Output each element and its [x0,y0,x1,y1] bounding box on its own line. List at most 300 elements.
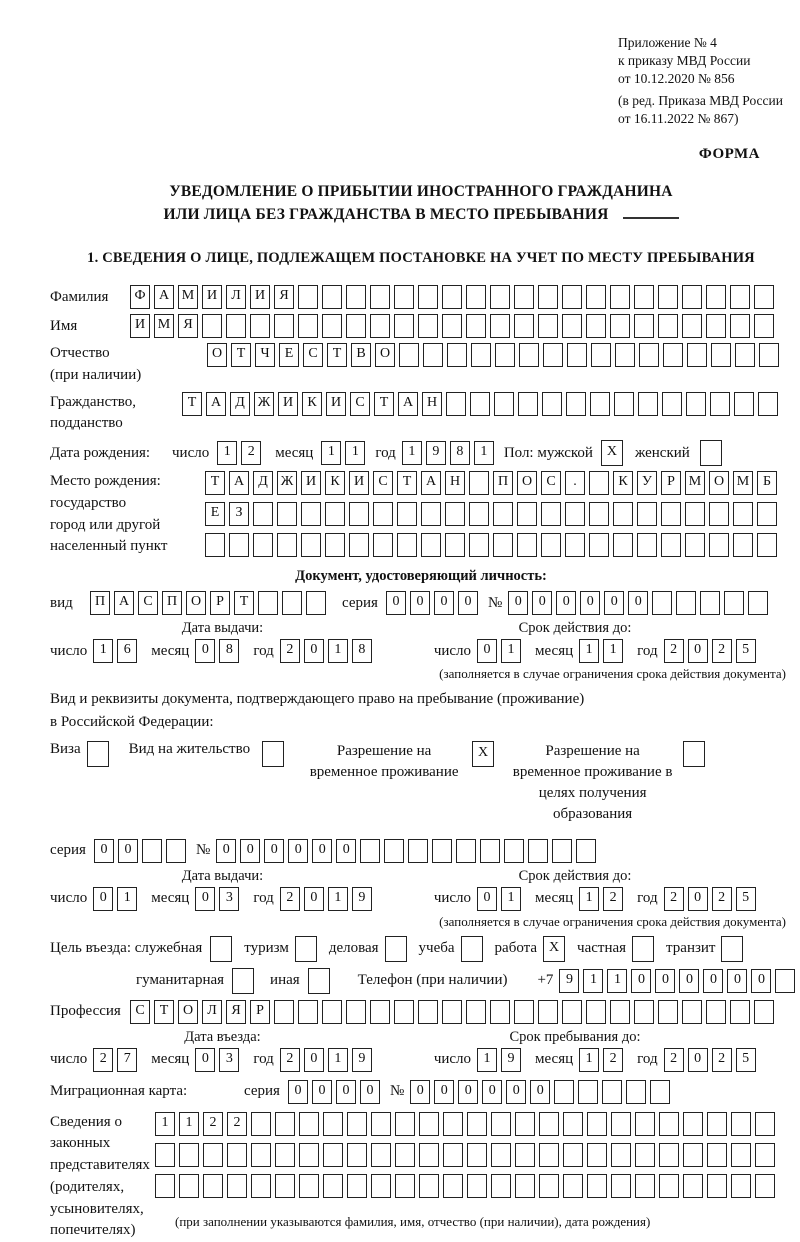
char-box[interactable] [562,285,582,309]
char-box[interactable]: 1 [583,969,603,993]
char-box[interactable]: 0 [410,1080,430,1104]
char-box[interactable]: 1 [579,639,599,663]
char-box[interactable] [346,1000,366,1024]
char-box[interactable] [519,343,539,367]
char-box[interactable] [251,1112,271,1136]
char-box[interactable]: 1 [155,1112,175,1136]
char-box[interactable]: П [493,471,513,495]
char-box[interactable]: А [154,285,174,309]
char-box[interactable] [682,285,702,309]
char-box[interactable]: 9 [426,441,446,465]
doc-series-boxes[interactable] [386,591,482,615]
char-box[interactable] [567,343,587,367]
visa-checkbox[interactable] [87,741,113,767]
char-box[interactable] [466,1000,486,1024]
char-box[interactable] [710,392,730,416]
char-box[interactable]: 9 [501,1048,521,1072]
char-box[interactable]: 0 [477,639,497,663]
char-box[interactable] [301,502,321,526]
purpose-study-checkbox[interactable] [461,936,487,962]
char-box[interactable] [709,533,729,557]
char-box[interactable]: Т [374,392,394,416]
char-box[interactable] [757,533,777,557]
purpose-humanitarian-checkbox[interactable] [232,968,258,994]
char-box[interactable]: 1 [501,887,521,911]
char-box[interactable] [589,502,609,526]
purpose-official-checkbox[interactable] [210,936,236,962]
stay-year-boxes[interactable] [664,1048,760,1072]
char-box[interactable]: Н [445,471,465,495]
char-box[interactable]: 2 [93,1048,113,1072]
char-box[interactable] [755,1174,775,1198]
purpose-business-checkbox[interactable] [385,936,411,962]
char-box[interactable]: С [138,591,158,615]
char-box[interactable]: С [350,392,370,416]
char-box[interactable] [634,314,654,338]
char-box[interactable] [659,1174,679,1198]
char-box[interactable]: 3 [219,887,239,911]
char-box[interactable] [466,285,486,309]
char-box[interactable] [370,1000,390,1024]
char-box[interactable] [758,392,778,416]
char-box[interactable]: 8 [450,441,470,465]
char-box[interactable]: 2 [664,1048,684,1072]
char-box[interactable] [299,1112,319,1136]
char-box[interactable]: 1 [328,887,348,911]
entry-day-boxes[interactable] [93,1048,141,1072]
char-box[interactable]: Н [422,392,442,416]
char-box[interactable]: Т [154,1000,174,1024]
char-box[interactable] [586,285,606,309]
char-box[interactable] [494,392,514,416]
char-box[interactable] [757,502,777,526]
char-box[interactable] [418,285,438,309]
char-box[interactable] [518,392,538,416]
char-box[interactable] [610,314,630,338]
char-box[interactable] [611,1112,631,1136]
char-box[interactable] [250,314,270,338]
char-box[interactable] [480,839,500,863]
char-box[interactable]: Л [202,1000,222,1024]
char-box[interactable]: 0 [410,591,430,615]
char-box[interactable] [295,936,317,962]
char-box[interactable]: Т [327,343,347,367]
char-box[interactable]: К [302,392,322,416]
char-box[interactable]: 0 [631,969,651,993]
char-box[interactable]: 0 [458,1080,478,1104]
id-issue-year-boxes[interactable] [280,639,376,663]
id-valid-month-boxes[interactable] [579,639,627,663]
char-box[interactable]: А [421,471,441,495]
entry-month-boxes[interactable] [195,1048,243,1072]
char-box[interactable]: К [325,471,345,495]
char-box[interactable]: Ч [255,343,275,367]
profession-boxes[interactable] [130,1000,778,1024]
char-box[interactable]: 2 [664,639,684,663]
char-box[interactable] [754,285,774,309]
char-box[interactable]: 2 [241,441,261,465]
char-box[interactable] [754,1000,774,1024]
char-box[interactable] [562,314,582,338]
purpose-transit-checkbox[interactable] [721,936,747,962]
char-box[interactable] [325,533,345,557]
char-box[interactable]: П [162,591,182,615]
char-box[interactable]: 0 [118,839,138,863]
char-box[interactable] [632,936,654,962]
char-box[interactable] [658,1000,678,1024]
char-box[interactable]: 1 [328,1048,348,1072]
char-box[interactable]: 0 [688,1048,708,1072]
char-box[interactable] [538,285,558,309]
res-issue-day-boxes[interactable] [93,887,141,911]
citizenship-boxes[interactable] [182,392,782,416]
char-box[interactable] [442,285,462,309]
char-box[interactable] [349,502,369,526]
char-box[interactable] [538,314,558,338]
char-box[interactable] [637,533,657,557]
char-box[interactable]: Я [274,285,294,309]
char-box[interactable] [253,502,273,526]
char-box[interactable]: 1 [579,1048,599,1072]
char-box[interactable]: 0 [532,591,552,615]
char-box[interactable]: 0 [94,839,114,863]
char-box[interactable]: М [685,471,705,495]
char-box[interactable] [470,392,490,416]
char-box[interactable] [346,314,366,338]
char-box[interactable]: Ж [277,471,297,495]
char-box[interactable] [432,839,452,863]
char-box[interactable]: 2 [603,887,623,911]
char-box[interactable]: С [373,471,393,495]
char-box[interactable]: 9 [352,1048,372,1072]
char-box[interactable]: 2 [280,887,300,911]
sex-male-checkbox[interactable] [601,440,627,466]
char-box[interactable]: 0 [304,639,324,663]
char-box[interactable]: 0 [336,839,356,863]
char-box[interactable] [610,285,630,309]
char-box[interactable]: Т [397,471,417,495]
char-box[interactable]: 0 [556,591,576,615]
char-box[interactable]: Т [205,471,225,495]
char-box[interactable] [543,343,563,367]
char-box[interactable]: 0 [312,1080,332,1104]
char-box[interactable]: Ж [254,392,274,416]
char-box[interactable]: И [301,471,321,495]
char-box[interactable]: 0 [288,839,308,863]
char-box[interactable]: Я [178,314,198,338]
char-box[interactable] [541,502,561,526]
char-box[interactable]: 9 [352,887,372,911]
char-box[interactable] [227,1174,247,1198]
char-box[interactable]: С [303,343,323,367]
char-box[interactable]: 1 [117,887,137,911]
char-box[interactable] [554,1080,574,1104]
char-box[interactable] [650,1080,670,1104]
char-box[interactable] [469,471,489,495]
char-box[interactable] [490,1000,510,1024]
char-box[interactable] [552,839,572,863]
char-box[interactable] [663,343,683,367]
char-box[interactable] [491,1112,511,1136]
char-box[interactable]: 0 [604,591,624,615]
char-box[interactable] [384,839,404,863]
char-box[interactable] [325,502,345,526]
char-box[interactable]: 1 [217,441,237,465]
char-box[interactable]: 0 [580,591,600,615]
char-box[interactable]: А [229,471,249,495]
char-box[interactable]: 0 [506,1080,526,1104]
char-box[interactable] [456,839,476,863]
char-box[interactable]: 0 [264,839,284,863]
char-box[interactable] [373,533,393,557]
char-box[interactable]: И [349,471,369,495]
char-box[interactable] [566,392,586,416]
char-box[interactable] [493,502,513,526]
char-box[interactable]: 0 [458,591,478,615]
char-box[interactable] [661,533,681,557]
char-box[interactable] [323,1174,343,1198]
char-box[interactable] [662,392,682,416]
char-box[interactable] [274,314,294,338]
char-box[interactable]: З [229,502,249,526]
char-box[interactable] [202,314,222,338]
char-box[interactable] [626,1080,646,1104]
birth-year-boxes[interactable] [402,441,498,465]
char-box[interactable] [685,533,705,557]
char-box[interactable]: Ф [130,285,150,309]
char-box[interactable]: А [398,392,418,416]
res-issue-month-boxes[interactable] [195,887,243,911]
char-box[interactable] [576,839,596,863]
char-box[interactable]: С [130,1000,150,1024]
char-box[interactable] [755,1112,775,1136]
char-box[interactable] [322,285,342,309]
char-box[interactable]: 1 [328,639,348,663]
char-box[interactable] [517,533,537,557]
char-box[interactable]: 3 [219,1048,239,1072]
char-box[interactable] [638,392,658,416]
char-box[interactable]: Б [757,471,777,495]
char-box[interactable] [226,314,246,338]
sex-female-checkbox[interactable] [700,440,726,466]
char-box[interactable] [490,314,510,338]
char-box[interactable]: 2 [712,887,732,911]
char-box[interactable] [634,285,654,309]
temp-residence-edu-checkbox[interactable] [683,741,709,767]
char-box[interactable] [347,1174,367,1198]
char-box[interactable]: О [375,343,395,367]
char-box[interactable]: 2 [712,639,732,663]
char-box[interactable]: Р [250,1000,270,1024]
char-box[interactable]: Е [279,343,299,367]
char-box[interactable]: 8 [219,639,239,663]
char-box[interactable] [587,1174,607,1198]
char-box[interactable]: X [543,936,565,962]
res-valid-year-boxes[interactable] [664,887,760,911]
char-box[interactable] [731,1174,751,1198]
char-box[interactable]: X [601,440,623,466]
char-box[interactable]: 6 [117,639,137,663]
char-box[interactable] [682,314,702,338]
char-box[interactable] [445,502,465,526]
char-box[interactable]: 0 [216,839,236,863]
char-box[interactable] [155,1174,175,1198]
char-box[interactable] [706,1000,726,1024]
char-box[interactable] [461,936,483,962]
char-box[interactable] [734,392,754,416]
char-box[interactable]: 7 [117,1048,137,1072]
char-box[interactable] [635,1112,655,1136]
char-box[interactable] [515,1174,535,1198]
char-box[interactable]: 0 [304,887,324,911]
char-box[interactable] [399,343,419,367]
char-box[interactable] [232,968,254,994]
char-box[interactable] [733,533,753,557]
char-box[interactable]: 0 [312,839,332,863]
char-box[interactable]: В [351,343,371,367]
char-box[interactable] [634,1000,654,1024]
char-box[interactable] [418,314,438,338]
phone-boxes[interactable] [559,969,799,993]
char-box[interactable]: А [206,392,226,416]
char-box[interactable] [419,1112,439,1136]
char-box[interactable] [408,839,428,863]
char-box[interactable] [711,343,731,367]
char-box[interactable]: О [517,471,537,495]
char-box[interactable] [730,1000,750,1024]
char-box[interactable]: О [178,1000,198,1024]
res-series-boxes[interactable] [94,839,190,863]
char-box[interactable] [615,343,635,367]
char-box[interactable] [370,285,390,309]
char-box[interactable]: . [565,471,585,495]
char-box[interactable]: А [114,591,134,615]
char-box[interactable] [733,502,753,526]
char-box[interactable] [87,741,109,767]
char-box[interactable] [578,1080,598,1104]
char-box[interactable]: О [709,471,729,495]
purpose-tourism-checkbox[interactable] [295,936,321,962]
char-box[interactable] [676,591,696,615]
char-box[interactable] [371,1174,391,1198]
char-box[interactable]: П [90,591,110,615]
char-box[interactable] [687,343,707,367]
doc-number-boxes[interactable] [508,591,772,615]
residence-permit-checkbox[interactable] [262,741,288,767]
char-box[interactable] [210,936,232,962]
char-box[interactable] [370,314,390,338]
char-box[interactable] [635,1174,655,1198]
char-box[interactable] [541,533,561,557]
char-box[interactable] [277,502,297,526]
char-box[interactable]: Д [253,471,273,495]
char-box[interactable] [322,314,342,338]
char-box[interactable] [683,1174,703,1198]
char-box[interactable] [423,343,443,367]
char-box[interactable]: 0 [434,1080,454,1104]
char-box[interactable]: И [202,285,222,309]
id-issue-day-boxes[interactable] [93,639,141,663]
char-box[interactable] [445,533,465,557]
char-box[interactable]: 0 [703,969,723,993]
char-box[interactable] [658,314,678,338]
id-issue-month-boxes[interactable] [195,639,243,663]
char-box[interactable]: Р [661,471,681,495]
char-box[interactable] [683,741,705,767]
char-box[interactable]: Л [226,285,246,309]
char-box[interactable]: 0 [195,887,215,911]
char-box[interactable] [418,1000,438,1024]
char-box[interactable] [730,285,750,309]
char-box[interactable] [360,839,380,863]
char-box[interactable] [659,1112,679,1136]
doc-type-boxes[interactable] [90,591,330,615]
char-box[interactable] [613,533,633,557]
char-box[interactable] [589,533,609,557]
char-box[interactable]: И [130,314,150,338]
char-box[interactable] [421,533,441,557]
char-box[interactable] [542,392,562,416]
char-box[interactable] [517,502,537,526]
char-box[interactable] [754,314,774,338]
migration-number-boxes[interactable] [410,1080,674,1104]
char-box[interactable]: М [154,314,174,338]
char-box[interactable] [589,471,609,495]
stay-day-boxes[interactable] [477,1048,525,1072]
char-box[interactable]: И [326,392,346,416]
char-box[interactable] [491,1174,511,1198]
char-box[interactable]: 0 [482,1080,502,1104]
char-box[interactable]: 0 [336,1080,356,1104]
char-box[interactable] [611,1174,631,1198]
char-box[interactable]: 1 [607,969,627,993]
char-box[interactable]: Т [231,343,251,367]
char-box[interactable]: 0 [434,591,454,615]
char-box[interactable]: Р [210,591,230,615]
char-box[interactable]: 0 [688,887,708,911]
char-box[interactable] [419,1174,439,1198]
res-number-boxes[interactable] [216,839,600,863]
char-box[interactable]: 9 [559,969,579,993]
char-box[interactable] [514,314,534,338]
char-box[interactable] [282,591,302,615]
temp-residence-checkbox[interactable] [472,741,498,767]
char-box[interactable]: У [637,471,657,495]
char-box[interactable] [277,533,297,557]
char-box[interactable]: 2 [227,1112,247,1136]
char-box[interactable]: 1 [93,639,113,663]
char-box[interactable] [298,314,318,338]
char-box[interactable] [298,1000,318,1024]
char-box[interactable]: 1 [402,441,422,465]
char-box[interactable]: 0 [304,1048,324,1072]
char-box[interactable] [759,343,779,367]
char-box[interactable] [467,1112,487,1136]
char-box[interactable] [442,314,462,338]
char-box[interactable]: 1 [321,441,341,465]
char-box[interactable]: 0 [688,639,708,663]
char-box[interactable] [447,343,467,367]
char-box[interactable]: 0 [240,839,260,863]
char-box[interactable] [700,440,722,466]
char-box[interactable] [748,591,768,615]
char-box[interactable] [686,392,706,416]
char-box[interactable] [203,1174,223,1198]
char-box[interactable] [562,1000,582,1024]
char-box[interactable]: 2 [280,1048,300,1072]
char-box[interactable] [322,1000,342,1024]
char-box[interactable] [565,502,585,526]
